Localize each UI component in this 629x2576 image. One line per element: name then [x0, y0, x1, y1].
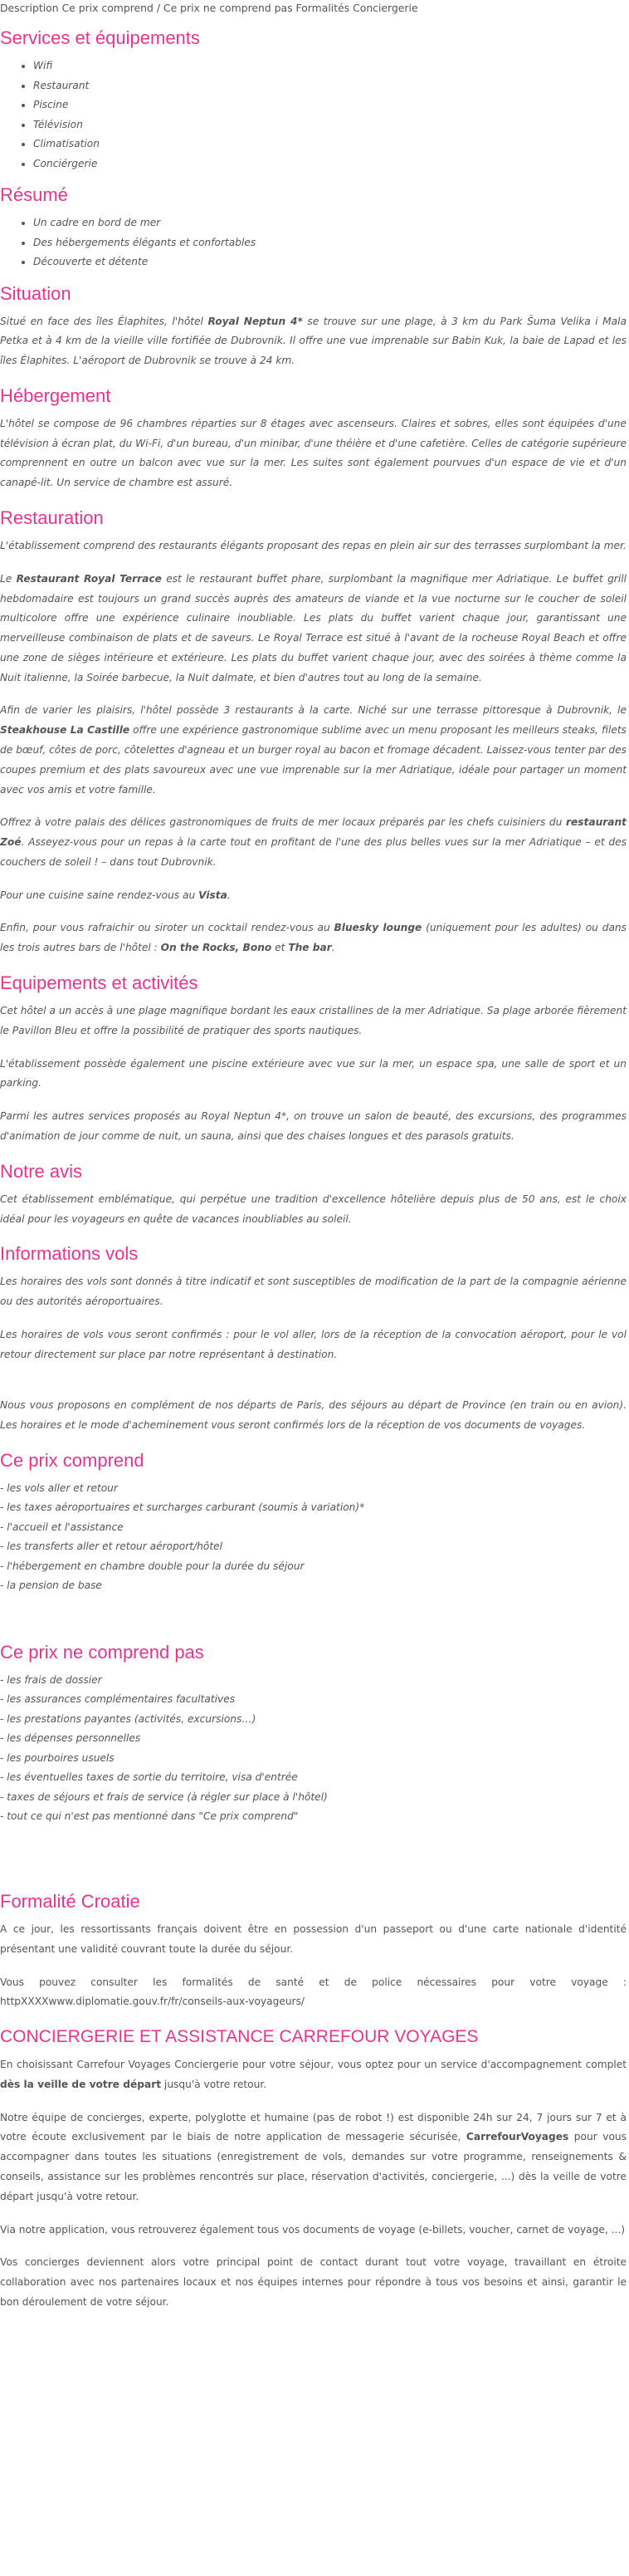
- list-item: - l'hébergement en chambre double pour la durée du séjour: [0, 1560, 305, 1572]
- list-item: • Découverte et détente: [33, 252, 627, 272]
- restauration-intro: L'établissement comprend des restaurants élégants proposant des repas en plein air sur des terrasses surplombant la mer.: [0, 539, 627, 551]
- avis-title: Notre avis: [0, 1160, 83, 1182]
- section-avis: [0, 1160, 627, 1230]
- section-restauration: [0, 507, 627, 958]
- hebergement-title: Hébergement: [0, 384, 111, 406]
- hebergement-text: L'hôtel se compose de 96 chambres réparties sur 8 étages avec ascenseurs. Claires et sobres, elles sont équipées d'une télévision à écran plat, du Wi-Fi, d'un bureau, d'un minibar, d'une théière et d'une cafetière. Celles de catégorie supérieure comprennent en outre un balcon avec vue sur la mer. Les suites sont également pourvues d'un espace de vie et d'un canapé-lit. Un service de chambre est assuré.: [0, 417, 627, 489]
- situation-title: Situation: [0, 282, 71, 304]
- hotel-name: Royal Neptun 4*: [207, 315, 303, 327]
- list-item: - les vols aller et retour: [0, 1481, 118, 1494]
- section-hebergement: [0, 384, 627, 493]
- activites-text-1: Cet hôtel a un accès à une plage magnifique bordant les eaux cristallines de la mer Adriatique. Sa plage arborée fièrement le Pavillon Bleu et offre la possibilité de pratiquer des sports nautiques.: [0, 1005, 627, 1036]
- vols-title: Informations vols: [0, 1243, 139, 1265]
- section-comprend: [0, 1449, 627, 1596]
- list-item: - l'accueil et l'assistance: [0, 1521, 124, 1533]
- services-list: [0, 56, 627, 174]
- list-item: • Climatisation: [33, 135, 627, 154]
- activites-title: Equipements et activités: [0, 972, 198, 994]
- section-vols: [0, 1242, 627, 1436]
- list-item: • Un cadre en bord de mer: [33, 213, 627, 233]
- formalite-text-1: A ce jour, les ressortissants français doivent être en possession d'un passeport ou d'une carte nationale d'identité présentant une validité couvrant toute la durée du séjour.: [0, 1922, 627, 1955]
- list-item: • Piscine: [33, 95, 627, 115]
- section-ne-comprend: [0, 1641, 627, 1827]
- restauration-title: Restauration: [0, 507, 104, 528]
- list-item: - les pourboires usuels: [0, 1751, 115, 1764]
- list-item: - les éventuelles taxes de sortie du territoire, visa d'entrée: [0, 1771, 298, 1784]
- comprend-title: Ce prix comprend: [0, 1449, 144, 1471]
- services-title: Services et équipements: [0, 27, 200, 48]
- conciergerie-text-1: En choisissant Carrefour Voyages Conciergerie pour votre séjour, vous optez pour un service d'accompagnement complet dès la veille de votre départ jusqu'à votre retour.: [0, 2059, 627, 2090]
- list-item: - taxes de séjours et frais de service (à régler sur place à l'hôtel): [0, 1790, 328, 1803]
- vols-text-1: Les horaires des vols sont donnés à titre indicatif et sont susceptibles de modification de la part de la compagnie aérienne ou des autorités aéroportuaires.: [0, 1276, 627, 1308]
- conciergerie-title: CONCIERGERIE ET ASSISTANCE CARREFOUR VOYAGES: [0, 2027, 479, 2047]
- avis-text: Cet établissement emblématique, qui perpétue une tradition d'excellence hôtelière depuis plus de 50 ans, est le choix idéal pour les voyageurs en quête de vacances inoubliables au soleil.: [0, 1193, 627, 1225]
- situation-text: Situé en face des îles Élaphites, l'hôtel Royal Neptun 4* se trouve sur une plage, à 3 km du Park Šuma Velika i Mala Petka et à 4 km de la vieille ville fortifiée de Dubrovnik. Il offre une vue imprenable sur Babin Kuk, la baie de Lapad et les îles Élaphites. L'aéroport de Dubrovnik se trouve à 24 km.: [0, 315, 627, 367]
- vols-text-3: Nous vous proposons en complément de nos départs de Paris, des séjours au départ de Province (en train ou en avion). Les horaires et le mode d'acheminement vous seront confirmés lors de la réception de vos documents de voyages.: [0, 1399, 627, 1432]
- list-item: - les transferts aller et retour aéroport/hôtel: [0, 1540, 223, 1553]
- list-item: - les prestations payantes (activités, excursions…): [0, 1712, 256, 1725]
- list-item: - tout ce qui n'est pas mentionné dans "Ce prix comprend": [0, 1810, 299, 1823]
- top-tabs-text: Description Ce prix comprend / Ce prix ne comprend pas Formalités Conciergerie: [0, 2, 418, 14]
- resume-title: Résumé: [0, 184, 68, 205]
- formalite-text-2: Vous pouvez consulter les formalités de santé et de police nécessaires pour votre voyage : httpXXXXwww.diplomatie.gouv.fr/fr/conseils-aux-voyageurs/: [0, 1976, 627, 2008]
- section-conciergerie: [0, 2025, 627, 2313]
- restauration-bars: Enfin, pour vous rafraichir ou siroter un cocktail rendez-vous au Bluesky lounge (uniquement pour les adultes) ou dans les trois autres bars de l'hôtel : On the Rocks, Bono et The bar.: [0, 922, 627, 954]
- list-item: • Télévision: [33, 115, 627, 135]
- list-item: - les frais de dossier: [0, 1673, 102, 1686]
- restauration-royal-terrace: Le Restaurant Royal Terrace est le restaurant buffet phare, surplombant la magnifique mer Adriatique. Le buffet grill hebdomadaire est toujours un grand succès auprès des amateurs de viande et la vue nocturne sur le coucher de soleil multicolore offre une expérience culinaire inoubliable. Les plats du buffet varient chaque jour, garantissant une merveilleuse combinaison de plats et de saveurs. Le Royal Terrace est situé à l'avant de la rocheuse Royal Beach et offre une zone de sièges intérieure et extérieure. Les plats du buffet varient chaque jour, avec des soirées à thème comme la Nuit italienne, la Soirée barbecue, la Nuit dalmate, et bien d'autres tout au long de la semaine.: [0, 572, 627, 683]
- resume-list: [0, 213, 627, 272]
- list-item: - les dépenses personnelles: [0, 1732, 141, 1745]
- conciergerie-text-3: Via notre application, vous retrouverez également tous vos documents de voyage (e-billets, voucher, carnet de voyage, ...): [0, 2223, 625, 2236]
- vols-text-2: Les horaires de vols vous seront confirmés : pour le vol aller, lors de la réception de la convocation aéroport, pour le vol retour directement sur place par notre représentant à destination.: [0, 1328, 627, 1360]
- ne-comprend-title: Ce prix ne comprend pas: [0, 1641, 204, 1663]
- activites-text-3: Parmi les autres services proposés au Royal Neptun 4*, on trouve un salon de beauté, des excursions, des programmes d'animation de jour comme de nuit, un sauna, ainsi que des chaises longues et des parasols gratuits.: [0, 1110, 627, 1142]
- list-item: • Wifi: [33, 56, 627, 76]
- section-activites: [0, 972, 627, 1147]
- list-item: • Restaurant: [33, 76, 627, 96]
- restauration-castille: Afin de varier les plaisirs, l'hôtel possède 3 restaurants à la carte. Niché sur une terrasse pittoresque à Dubrovnik, le Steakhouse La Castille offre une expérience gastronomique sublime avec un menu proposant les meilleurs steaks, filets de bœuf, côtes de porc, côtelettes d'agneau et un burger royal au bacon et fromage décadent. Laissez-vous tenter par des coupes premium et des plats savoureux avec une vue imprenable sur la mer Adriatique, idéale pour partager un moment avec vos amis et votre famille.: [0, 704, 627, 796]
- list-item: - la pension de base: [0, 1579, 102, 1592]
- restauration-vista: Pour une cuisine saine rendez-vous au Vista.: [0, 889, 231, 901]
- list-item: - les assurances complémentaires facultatives: [0, 1693, 236, 1706]
- conciergerie-text-4: Vos concierges deviennent alors votre principal point de contact durant tout votre voyage, travaillant en étroite collaboration avec nos partenaires locaux et nos équipes internes pour répondre à tous vos besoins et ainsi, garantir le bon déroulement de votre séjour.: [0, 2256, 627, 2308]
- section-formalite: [0, 1890, 627, 2012]
- list-item: - les taxes aéroportuaires et surcharges carburant (soumis à variation)*: [0, 1501, 365, 1514]
- list-item: • Des hébergements élégants et confortables: [33, 233, 627, 253]
- formalite-title: Formalité Croatie: [0, 1890, 140, 1912]
- restauration-zoe: Offrez à votre palais des délices gastronomiques de fruits de mer locaux préparés par les chefs cuisiniers du restaurant Zoé. Asseyez-vous pour un repas à la carte tout en profitant de l'une des plus belles vues sur la mer Adriatique – et des couchers de soleil ! – dans tout Dubrovnik.: [0, 816, 627, 868]
- list-item: • Conciérgerie: [33, 154, 627, 174]
- section-resume: [0, 184, 627, 272]
- section-situation: [0, 282, 627, 371]
- activites-text-2: L'établissement possède également une piscine extérieure avec vue sur la mer, un espace spa, une salle de sport et un parking.: [0, 1057, 627, 1090]
- section-services: [0, 27, 627, 174]
- conciergerie-text-2: Notre équipe de concierges, experte, polyglotte et humaine (pas de robot !) est disponible 24h sur 24, 7 jours sur 7 et à votre écoute exclusivement par le biais de notre application de messagerie sécurisée, CarrefourVoyages pour vous accompagner dans toutes les situations (enregistrement de vols, demandes sur votre programme, renseignements & conseils, assistance sur les problèmes rencontrés sur place, réservation d'activités, conciergerie, ...) dès la veille de votre départ jusqu'à votre retour.: [0, 2111, 627, 2202]
